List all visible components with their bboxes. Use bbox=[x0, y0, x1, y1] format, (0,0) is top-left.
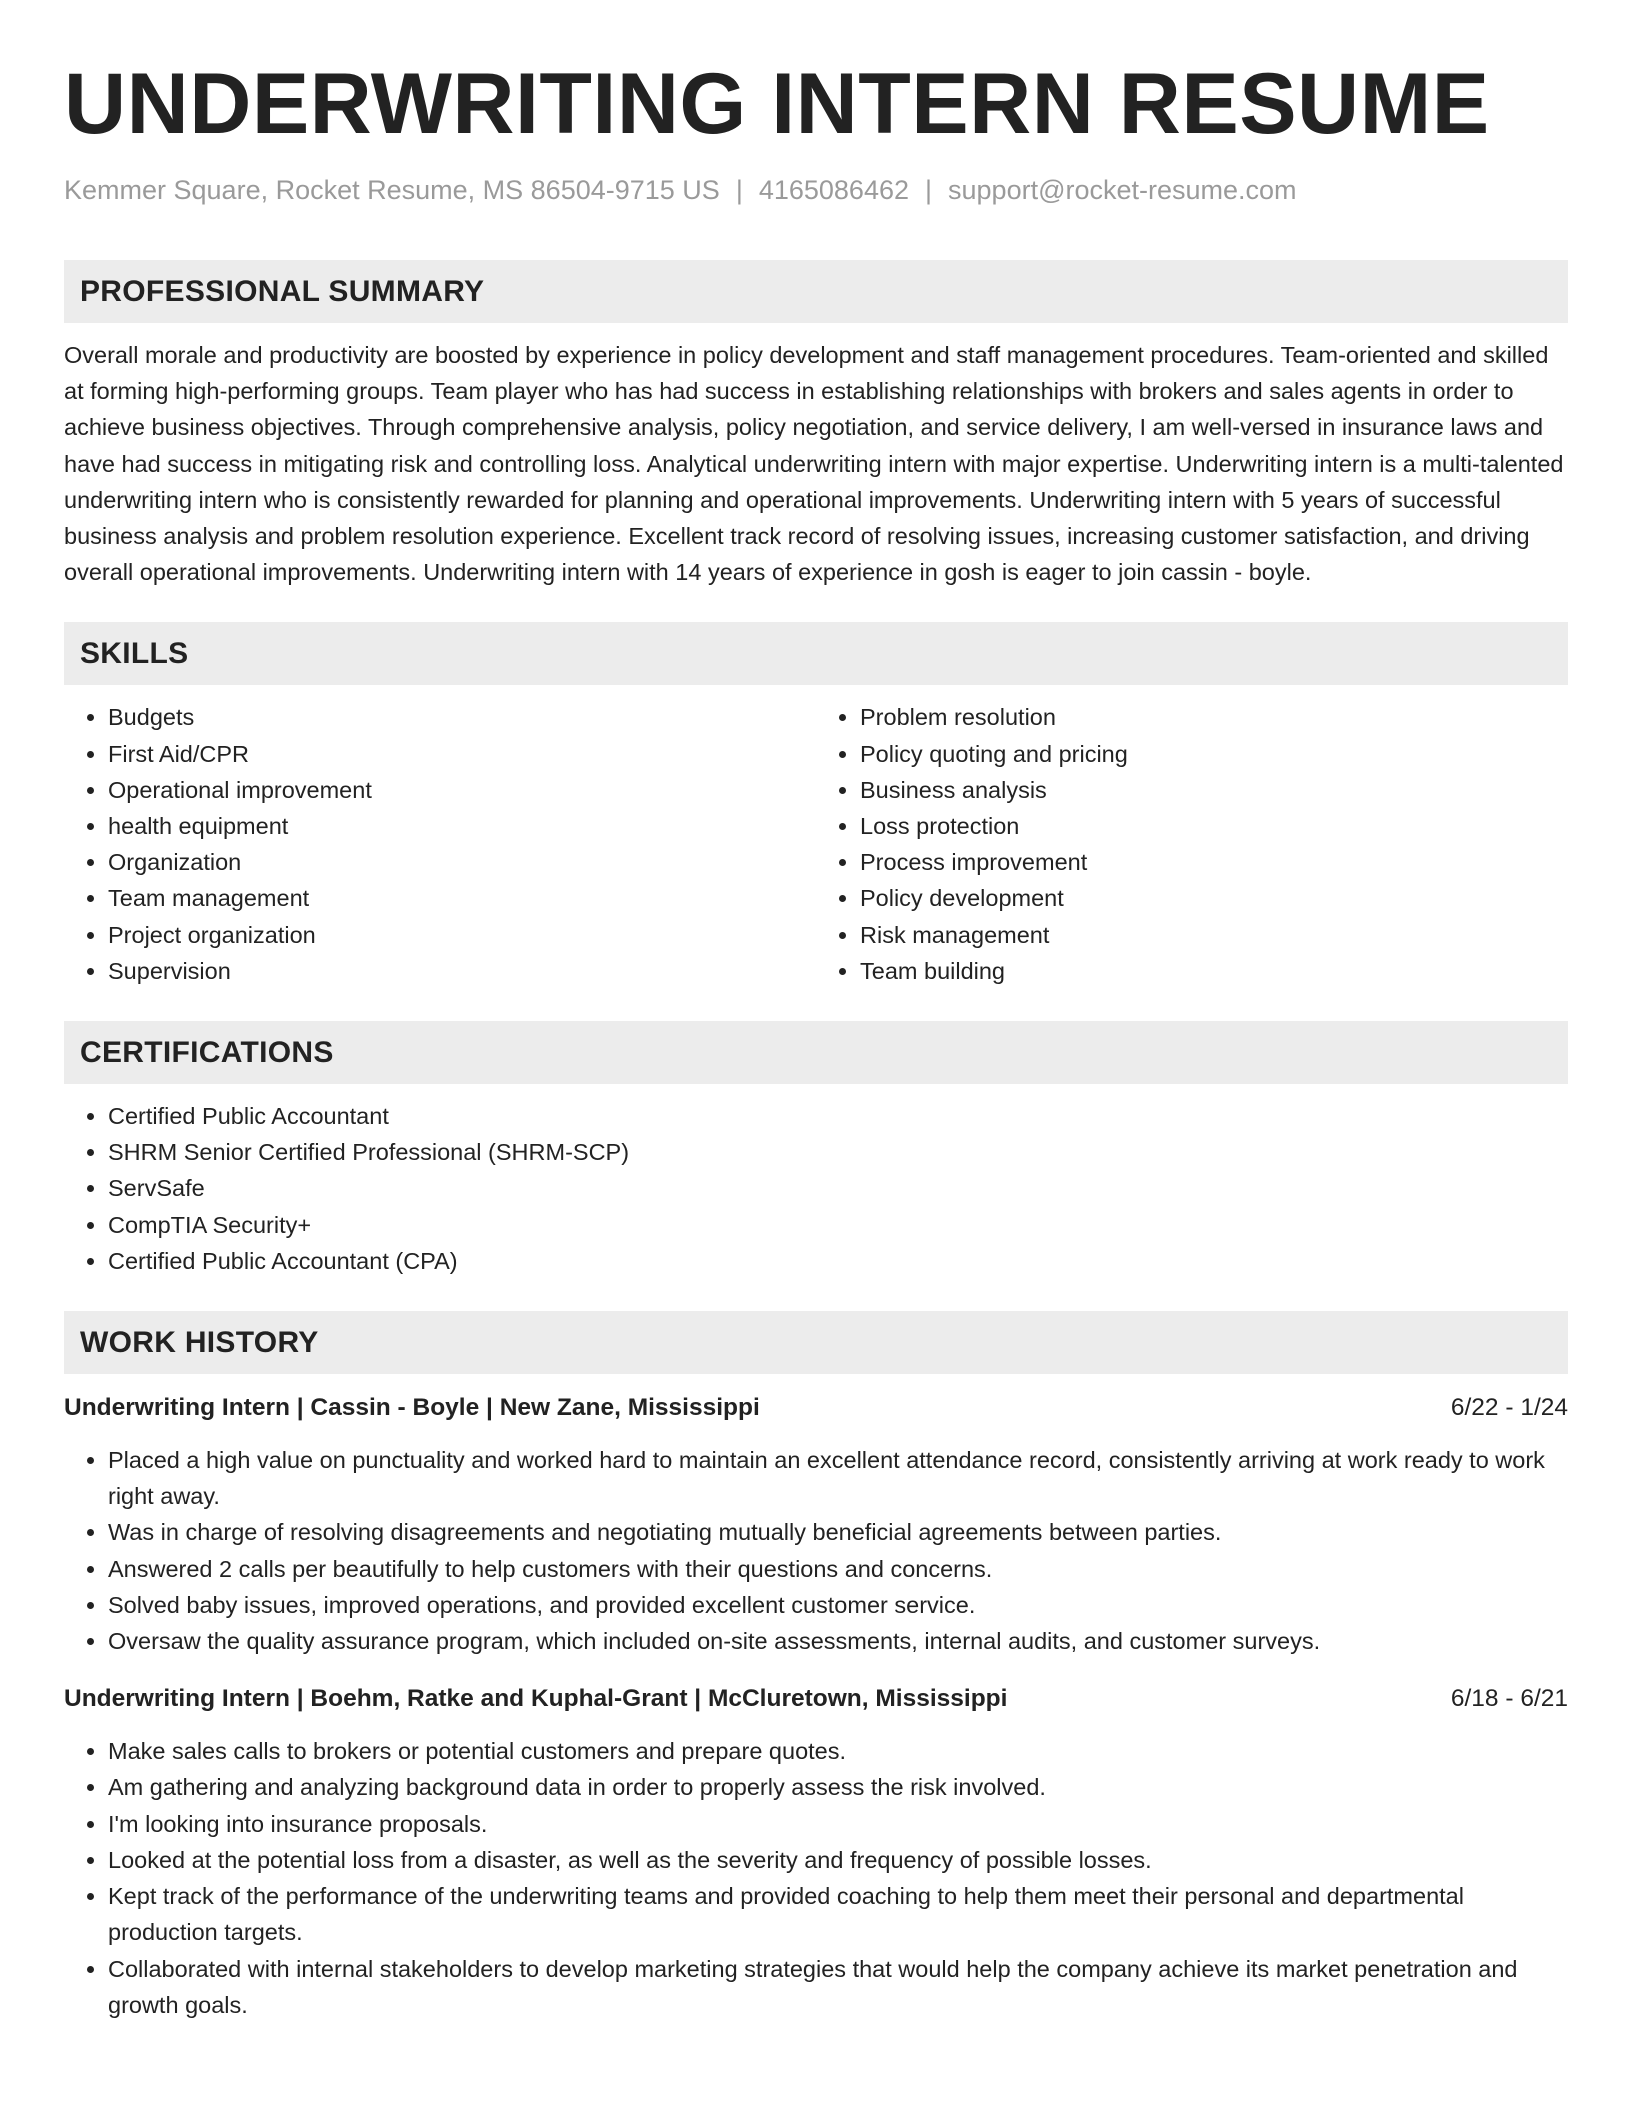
job-title: Underwriting Intern | Cassin - Boyle | New Zane, Mississippi bbox=[64, 1394, 760, 1422]
certifications-list bbox=[64, 1098, 1568, 1279]
work-history-section bbox=[64, 1311, 1568, 2023]
certifications-section bbox=[64, 1021, 1568, 1279]
contact-separator: | bbox=[925, 175, 933, 205]
skill-item: • health equipment bbox=[108, 808, 816, 844]
skill-item: • Risk management bbox=[860, 917, 1568, 953]
job-title: Underwriting Intern | Boehm, Ratke and Kuphal-Grant | McCluretown, Mississippi bbox=[64, 1685, 1008, 1713]
skill-item: • Project organization bbox=[108, 917, 816, 953]
job-bullet: • Was in charge of resolving disagreements and negotiating mutually beneficial agreements between parties. bbox=[108, 1514, 1568, 1550]
job-bullet: • Am gathering and analyzing background data in order to properly assess the risk involved. bbox=[108, 1769, 1568, 1805]
certification-item: • Certified Public Accountant (CPA) bbox=[108, 1243, 1568, 1279]
skill-item: • Budgets bbox=[108, 699, 816, 735]
skill-item: • Team management bbox=[108, 880, 816, 916]
skill-item: • Operational improvement bbox=[108, 772, 816, 808]
contact-phone: 4165086462 bbox=[758, 175, 909, 205]
skill-item: • Problem resolution bbox=[860, 699, 1568, 735]
job-bullet: • Oversaw the quality assurance program, which included on-site assessments, internal audits, and customer surveys. bbox=[108, 1623, 1568, 1659]
skills-grid bbox=[64, 685, 1568, 989]
skill-item: • Policy quoting and pricing bbox=[860, 736, 1568, 772]
job-bullet: • Answered 2 calls per beautifully to help customers with their questions and concerns. bbox=[108, 1551, 1568, 1587]
summary-text: Overall morale and productivity are boosted by experience in policy development and staff management procedures. Team-oriented and skilled at forming high-performing groups. Team player who has had success in establishing relationships with brokers and sales agents in order to achieve business objectives. Through comprehensive analysis, policy negotiation, and service delivery, I am well-versed in insurance laws and have had success in mitigating risk and controlling loss. Analytical underwriting intern with major expertise. Underwriting intern is a multi-talented underwriting intern who is consistently rewarded for planning and operational improvements. Underwriting intern with 5 years of successful business analysis and problem resolution experience. Excellent track record of resolving issues, increasing customer satisfaction, and driving overall operational improvements. Underwriting intern with 14 years of experience in gosh is eager to join cassin - boyle. bbox=[64, 342, 1564, 586]
section-heading: PROFESSIONAL SUMMARY bbox=[64, 260, 1568, 323]
job-bullet: • Collaborated with internal stakeholders to develop marketing strategies that would help the company achieve its market penetration and growth goals. bbox=[108, 1951, 1568, 2023]
certification-item: • Certified Public Accountant bbox=[108, 1098, 1568, 1134]
section-heading: CERTIFICATIONS bbox=[64, 1021, 1568, 1084]
contact-line bbox=[64, 172, 1568, 208]
certification-item: • CompTIA Security+ bbox=[108, 1207, 1568, 1243]
job-header bbox=[64, 1390, 1568, 1426]
job-bullets bbox=[64, 1442, 1568, 1659]
skill-item: • Policy development bbox=[860, 880, 1568, 916]
professional-summary-section bbox=[64, 260, 1568, 590]
job-bullet: • Make sales calls to brokers or potential customers and prepare quotes. bbox=[108, 1733, 1568, 1769]
skill-item: • Loss protection bbox=[860, 808, 1568, 844]
contact-address: Kemmer Square, Rocket Resume, MS 86504-9715 US bbox=[64, 175, 720, 205]
section-heading: SKILLS bbox=[64, 622, 1568, 685]
skills-list-left bbox=[64, 699, 816, 989]
skill-item: • First Aid/CPR bbox=[108, 736, 816, 772]
job-entry bbox=[64, 1681, 1568, 2023]
skill-item: • Organization bbox=[108, 844, 816, 880]
skill-item: • Supervision bbox=[108, 953, 816, 989]
skill-item: • Team building bbox=[860, 953, 1568, 989]
skill-item: • Process improvement bbox=[860, 844, 1568, 880]
job-entry bbox=[64, 1390, 1568, 1659]
job-dates: 6/18 - 6/21 bbox=[1450, 1685, 1568, 1713]
job-bullets bbox=[64, 1733, 1568, 2023]
contact-email: support@rocket-resume.com bbox=[948, 175, 1297, 205]
job-bullet: • I'm looking into insurance proposals. bbox=[108, 1806, 1568, 1842]
section-heading: WORK HISTORY bbox=[64, 1311, 1568, 1374]
certification-item: • ServSafe bbox=[108, 1170, 1568, 1206]
certification-item: • SHRM Senior Certified Professional (SHRM-SCP) bbox=[108, 1134, 1568, 1170]
job-dates: 6/22 - 1/24 bbox=[1450, 1394, 1568, 1422]
skills-section bbox=[64, 622, 1568, 989]
skills-list-right bbox=[816, 699, 1568, 989]
skill-item: • Business analysis bbox=[860, 772, 1568, 808]
resume-title: UNDERWRITING INTERN RESUME bbox=[64, 56, 1490, 152]
job-bullet: • Looked at the potential loss from a disaster, as well as the severity and frequency of possible losses. bbox=[108, 1842, 1568, 1878]
contact-separator: | bbox=[735, 175, 743, 205]
job-header bbox=[64, 1681, 1568, 1717]
job-bullet: • Kept track of the performance of the underwriting teams and provided coaching to help them meet their personal and departmental production targets. bbox=[108, 1878, 1568, 1950]
job-bullet: • Placed a high value on punctuality and worked hard to maintain an excellent attendance record, consistently arriving at work ready to work right away. bbox=[108, 1442, 1568, 1514]
job-bullet: • Solved baby issues, improved operations, and provided excellent customer service. bbox=[108, 1587, 1568, 1623]
